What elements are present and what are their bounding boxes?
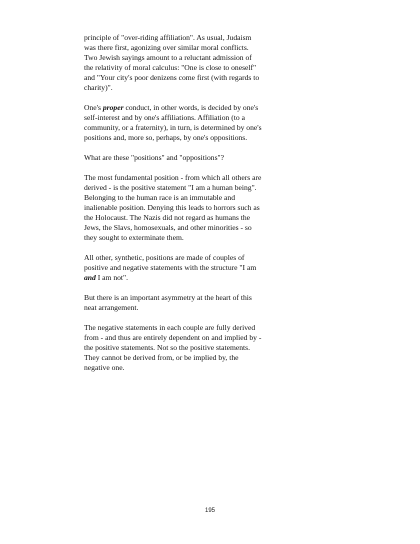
page-number: 195 — [204, 508, 215, 514]
paragraph-1: principle of "over-riding affiliation". As usual, Judaism was there first, agonizing over similar moral conflicts. Two Jewish sayings amount to a reluctant admission of the relativity of moral calculus: "One is close to oneself" and "Your city's poor denizens come first (with regards to charity)". — [84, 33, 260, 92]
emphasis-and: and — [84, 273, 96, 282]
paragraph-5-lead: All other, synthetic, positions are made of couples of positive and negative statements with the structure "I am — [84, 253, 257, 272]
paragraph-2 — [84, 103, 344, 143]
body-text — [84, 33, 344, 383]
paragraph-2-lead: One's — [84, 103, 103, 112]
paragraph-5-rest: I am not". — [95, 273, 129, 282]
emphasis-proper: proper — [102, 103, 124, 112]
paragraph-3: What are these "positions" and "oppositions"? — [84, 153, 224, 162]
paragraph-7: The negative statements in each couple are fully derived from - and thus are entirely dependent on and implied by - the positive statements. Not so the positive statements. They cannot be derived from, or be implied by, the negative one. — [84, 323, 262, 372]
paragraph-4: The most fundamental position - from which all others are derived - is the positive statement "I am a human being". Belonging to the human race is an immutable and inalienable position. Denying this leads to horrors such as the Holocaust. The Nazis did not regard as humans the Jews, the Slavs, homosexuals, and other minorities - so they sought to exterminate them. — [84, 173, 262, 242]
paragraph-5 — [84, 253, 344, 283]
paragraph-2-rest: conduct, in other words, is decided by one's self-interest and by one's affiliations. Affiliation (to a community, or a fraternity), in turn, is determined by one's positions and, more so, perhaps, by one's oppositions. — [84, 103, 262, 142]
paragraph-6: But there is an important asymmetry at the heart of this neat arrangement. — [84, 293, 252, 312]
